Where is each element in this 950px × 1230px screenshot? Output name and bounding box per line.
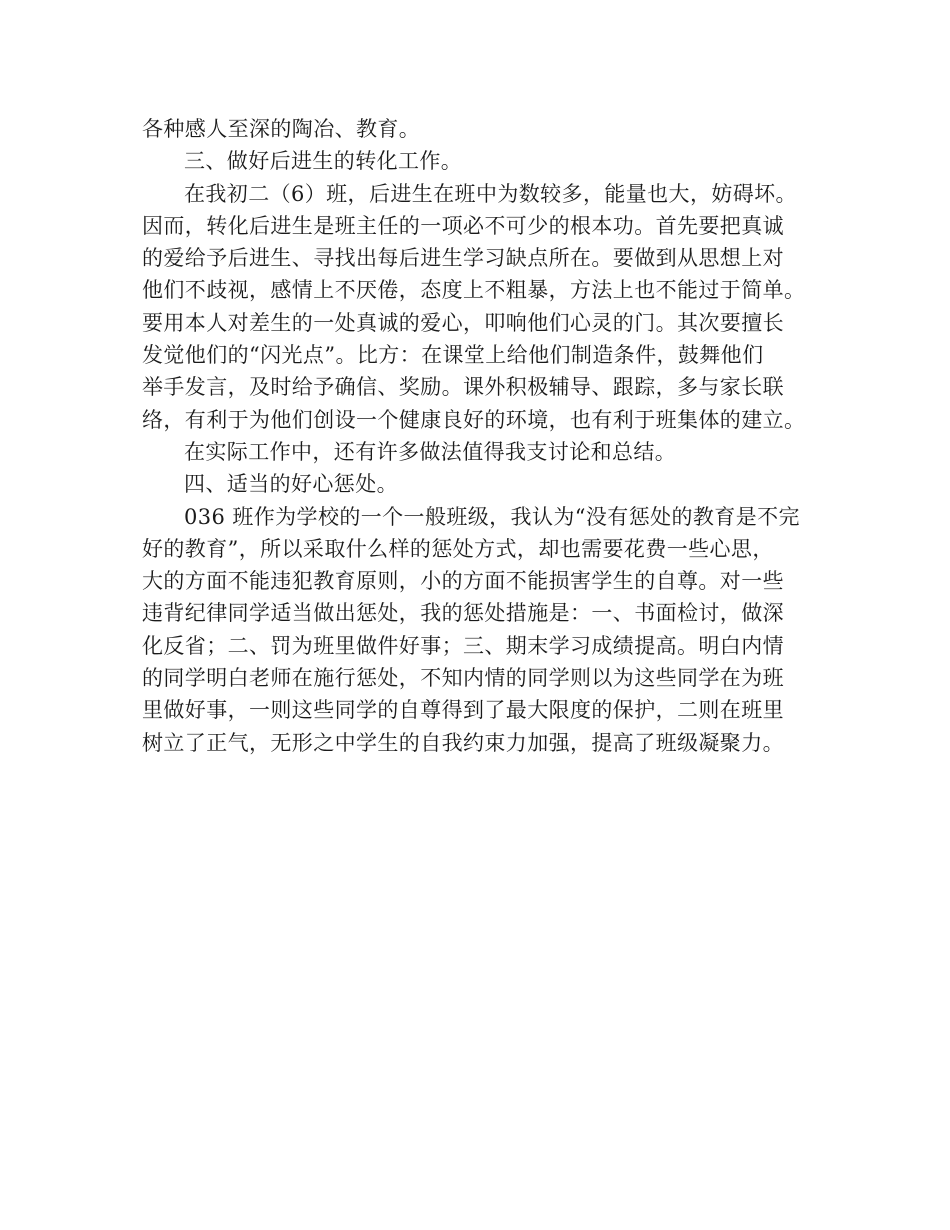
text-line: 的同学明白老师在施行惩处，不知内情的同学则以为这些同学在为班: [142, 666, 784, 691]
text-line: 在实际工作中，还有许多做法值得我支讨论和总结。: [184, 439, 677, 464]
section-heading: 四、适当的好心惩处。: [184, 472, 398, 497]
document-body: [142, 113, 822, 759]
text-line: 违背纪律同学适当做出惩处，我的惩处措施是：一、书面检讨，做深: [142, 601, 784, 626]
text-line: 络，有利于为他们创设一个健康良好的环境，也有利于班集体的建立。: [142, 407, 806, 432]
section-heading: 三、做好后进生的转化工作。: [184, 149, 463, 174]
text-line: 他们不歧视，感情上不厌倦，态度上不粗暴，方法上也不能过于简单。: [142, 278, 806, 303]
text-line: 里做好事，一则这些同学的自尊得到了最大限度的保护，二则在班里: [142, 698, 784, 723]
text-line: 的爱给予后进生、寻找出每后进生学习缺点所在。要做到从思想上对: [142, 246, 784, 271]
text-line: 036 班作为学校的一个一般班级，我认为“没有惩处的教育是不完: [184, 504, 800, 529]
text-line: 在我初二（6）班，后进生在班中为数较多，能量也大，妨碍坏。: [184, 181, 797, 206]
text-line: 大的方面不能违犯教育原则，小的方面不能损害学生的自尊。对一些: [142, 569, 784, 594]
text-line: 要用本人对差生的一处真诚的爱心，叩响他们心灵的门。其次要擅长: [142, 310, 784, 335]
text-line: 好的教育”，所以采取什么样的惩处方式，却也需要花费一些心思，: [142, 536, 774, 561]
text-line: 发觉他们的“闪光点”。比方：在课堂上给他们制造条件，鼓舞他们: [142, 343, 764, 368]
text-line: 各种感人至深的陶冶、教育。: [142, 117, 421, 141]
text-line: 化反省；二、罚为班里做件好事；三、期末学习成绩提高。明白内情: [142, 633, 784, 658]
text-line: 树立了正气，无形之中学生的自我约束力加强，提高了班级凝聚力。: [142, 730, 784, 755]
text-line: 因而，转化后进生是班主任的一项必不可少的根本功。首先要把真诚: [142, 213, 784, 238]
text-line: 举手发言，及时给予确信、奖励。课外积极辅导、跟踪，多与家长联: [142, 375, 784, 400]
